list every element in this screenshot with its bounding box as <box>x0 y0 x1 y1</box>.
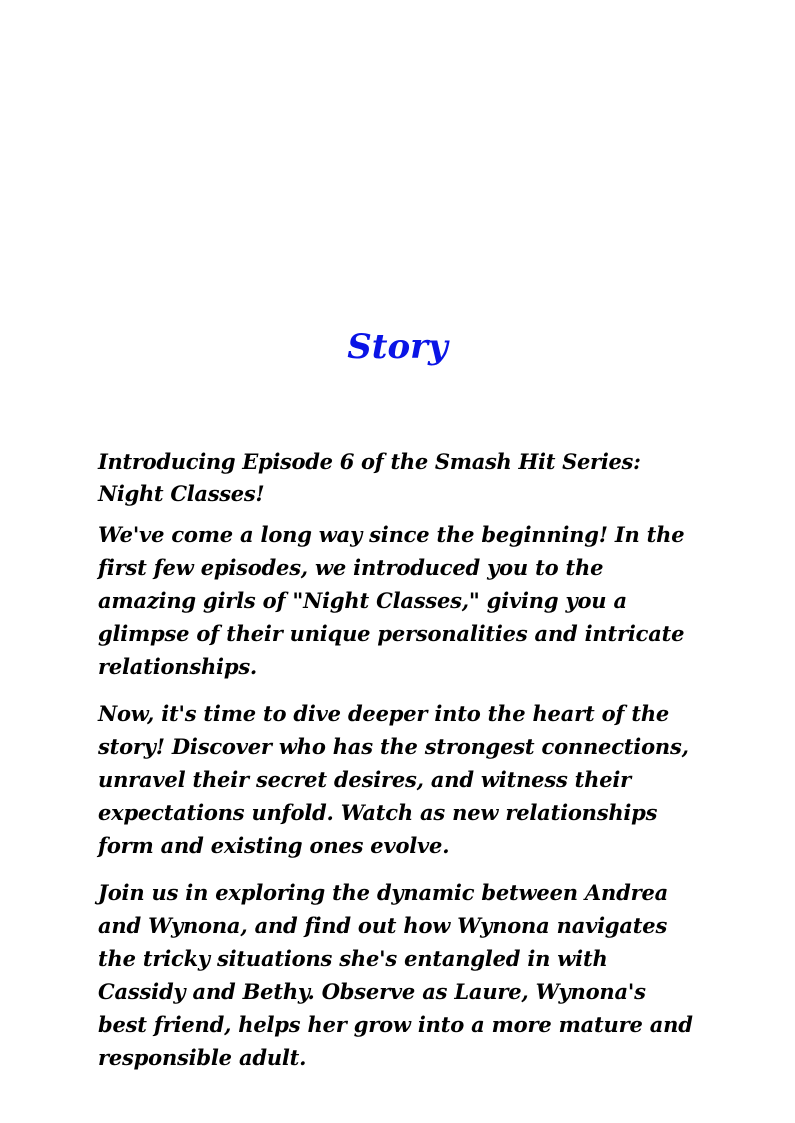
paragraph-story: Now, it's time to dive deeper into the heart of the story! Discover who has the strongest connections, unravel their secret desires, and witness their expectations unfold. Watch as new relationships form and existing ones evolve. <box>98 701 689 858</box>
episode-heading: Introducing Episode 6 of the Smash Hit Series: Night Classes! <box>98 449 641 506</box>
story-content <box>98 446 696 1088</box>
paragraph-intro: We've come a long way since the beginning! In the first few episodes, we introduced you to the amazing girls of "Night Classes," giving you a glimpse of their unique personalities and intricate relationships. <box>98 522 685 679</box>
page-title: Story <box>347 327 448 367</box>
paragraph-characters: Join us in exploring the dynamic between Andrea and Wynona, and find out how Wynona navigates the tricky situations she's entangled in with Cassidy and Bethy. Observe as Laure, Wynona's best friend, helps her grow into a more mature and responsible adult. <box>98 880 693 1070</box>
